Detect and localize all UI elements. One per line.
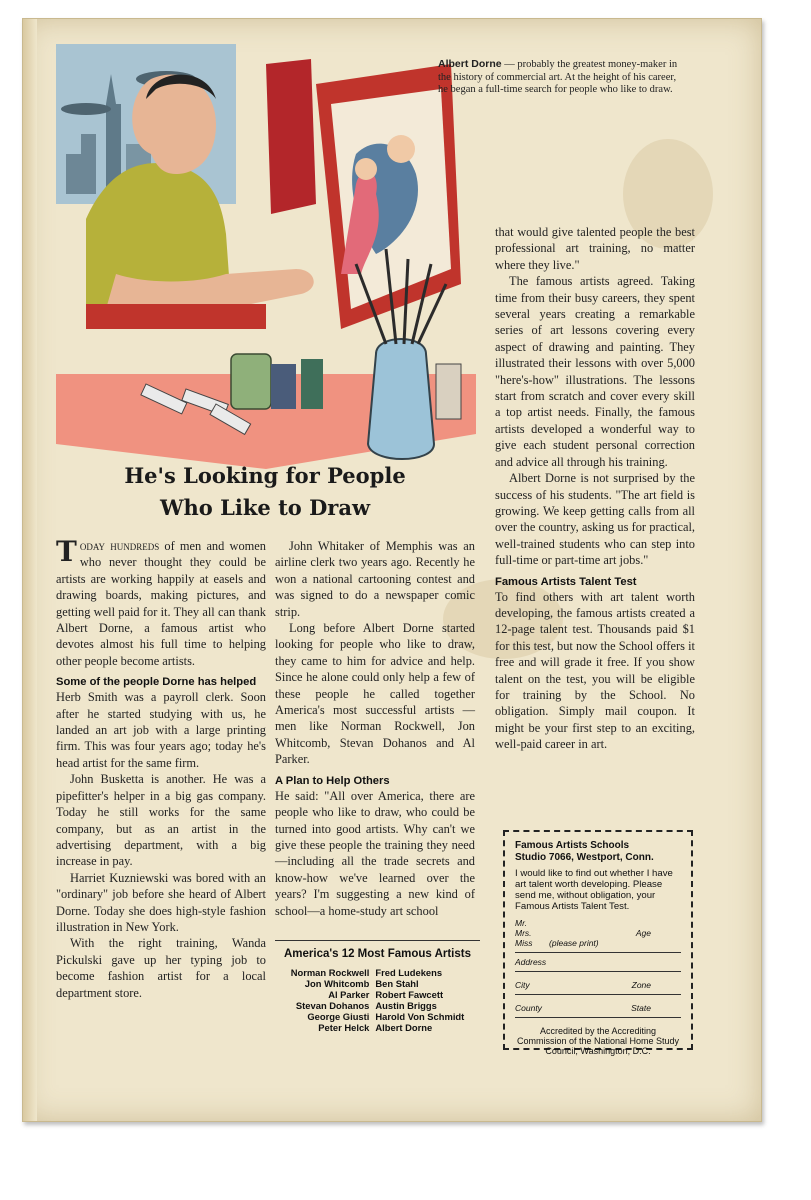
artist-row [288,1022,468,1033]
coupon-address-field[interactable] [515,957,681,972]
caption-text: — probably the greatest money-maker in the history of commercial art. At the height of his career, he began a full-time search for people who like to draw. [438,59,678,95]
artist-name: Peter Helck [318,1022,370,1033]
coupon-name-field[interactable] [515,928,681,938]
artist-row [288,1000,468,1011]
paragraph-not-surprised: Albert Dorne is not surprised by the success of his students. "The art field is growing. We keep getting calls from all over the country, asking us for practical, well-trained students who can step into full-time or part-time art jobs." [495,471,695,568]
article-column-2 [275,538,475,919]
coupon-school-name: Famous Artists Schools [515,840,630,851]
coupon-request-text: I would like to find out whether I have art talent worth developing. Please send me, without obligation, your Famous Artists Talent Test. [515,868,673,912]
coupon-city-field[interactable] [515,980,681,995]
subheading-talent-test: Famous Artists Talent Test [495,575,637,588]
subheading-people-helped: Some of the people Dorne has helped [56,676,257,689]
artist-name: Ben Stahl [375,978,419,989]
artist-row [288,967,468,978]
coupon-miss-label: Miss [515,938,533,948]
paragraph-herb-smith: Herb Smith was a payroll clerk. Soon after he started studying with us, he landed an art job with a large printing firm. This was four years ago; today he's head artist for the same firm. [56,690,266,770]
coupon-age-label: Age [635,928,651,938]
artist-row [288,1011,468,1022]
paragraph-harriet: Harriet Kuzniewski was bored with an "ordinary" job before she heard of Albert Dorne. Today she does high-style fashion illustration in New York. [56,870,266,934]
intro-text: of men and women who never thought they could be artists are working happily at easels and drawing boards, making pictures, and getting well paid for it. They all can thank Albert Dorne, a famous artist who devotes almost his full time to helping other people become artists. [56,539,266,668]
artist-name: Fred Ludekens [375,967,443,978]
coupon-mr-label: Mr. [515,918,527,928]
artist-name: George Giusti [307,1011,370,1022]
article-column-1 [56,535,266,1001]
illustration-caption [438,58,688,97]
subheading-plan: A Plan to Help Others [275,774,390,787]
coupon-county-field[interactable] [515,1003,681,1018]
coupon-address: Studio 7066, Westport, Conn. [515,852,654,863]
artist-row [288,989,468,1000]
artist-name: Al Parker [328,989,370,1000]
artists-table [288,967,468,1033]
headline [60,460,470,524]
spine-edge [23,19,37,1121]
artist-row [288,978,468,989]
intro-paragraph [56,535,266,669]
intro-smallcaps: oday hundreds [79,539,160,553]
coupon-zone-label: Zone [631,980,651,990]
paragraph-continued: that would give talented people the best professional art training, no matter where they live." [495,225,695,272]
paragraph-long-before: Long before Albert Dorne started looking for people who like to draw, they came to him for advice and help. Since he alone could only help a few of these people he called together America's most successful artists —men like Norman Rockwell, Jon Whitcomb, Stevan Dohanos and Al Parker. [275,621,475,767]
coupon-miss-field[interactable] [515,938,681,953]
paragraph-wanda: With the right training, Wanda Pickulski gave up her typing job to become fashion artist for a local department store. [56,936,266,1000]
coupon-county-label: County [515,1003,542,1013]
artist-name: Austin Briggs [375,1000,437,1011]
artist-name: Stevan Dohanos [295,1000,370,1011]
coupon-mrs-label: Mrs. [515,928,532,938]
albert-dorne-illustration [56,44,476,469]
coupon-address-label: Address [515,957,547,967]
artist-name: Jon Whitcomb [304,978,370,989]
paragraph-john-whitaker: John Whitaker of Memphis was an airline clerk two years ago. Recently he won a national cartooning contest and was signed to do a newspaper comic strip. [275,539,475,619]
caption-name: Albert Dorne [438,58,502,70]
mail-coupon[interactable] [503,830,693,1056]
headline-line-2: Who Like to Draw [159,495,371,520]
coupon-please-print: (please print) [549,938,599,948]
famous-artists-list [275,940,480,1033]
paragraph-artists-agreed: The famous artists agreed. Taking time from their busy careers, they spent several years creating a remarkable series of art lessons covering every aspect of drawing and painting. They illustrated their lessons with over 5,000 "here's-how" illustrations. The lessons start from scratch and cover every skill a top artist needs. Finally, the famous artists developed a wonderful way to give each student personal correction and advice all through his training. [495,274,695,469]
coupon-accreditation: Accredited by the Accrediting Commission of the National Home Study Council, Washington, D.C. [516,1026,680,1056]
paragraph-he-said: He said: "All over America, there are people who like to draw, who could be turned into good artists. Why can't we give these people the training they need—including all the trade secrets and know-how we've learned over the years? I'm suggesting a new kind of school—a home-study art school [275,788,475,918]
artists-title: America's 12 Most Famous Artists [283,948,471,960]
artist-name: Harold Von Schmidt [375,1011,465,1022]
artist-name: Robert Fawcett [375,989,444,1000]
headline-line-1: He's Looking for People [124,463,406,488]
paragraph-john-busketta: John Busketta is another. He was a pipefitter's helper in a big gas company. Today he still works for the same company, but as an artist in the advertising department, with a big increase in pay. [56,772,266,869]
artist-name: Norman Rockwell [290,967,370,978]
coupon-city-label: City [515,980,530,990]
drop-cap: T [56,535,77,568]
coupon-state-label: State [631,1003,651,1013]
artist-name: Albert Dorne [375,1022,433,1033]
article-column-3 [495,224,695,753]
paragraph-talent-test: To find others with art talent worth developing, the famous artists created a 12-page talent test. Thousands paid $1 for this test, but now the School offers it free and will grade it free. If you show talent on the test, you will be eligible for training by the School. No obligation. Simply mail coupon. It might be your first step to an exciting, well-paid career in art. [495,589,695,752]
